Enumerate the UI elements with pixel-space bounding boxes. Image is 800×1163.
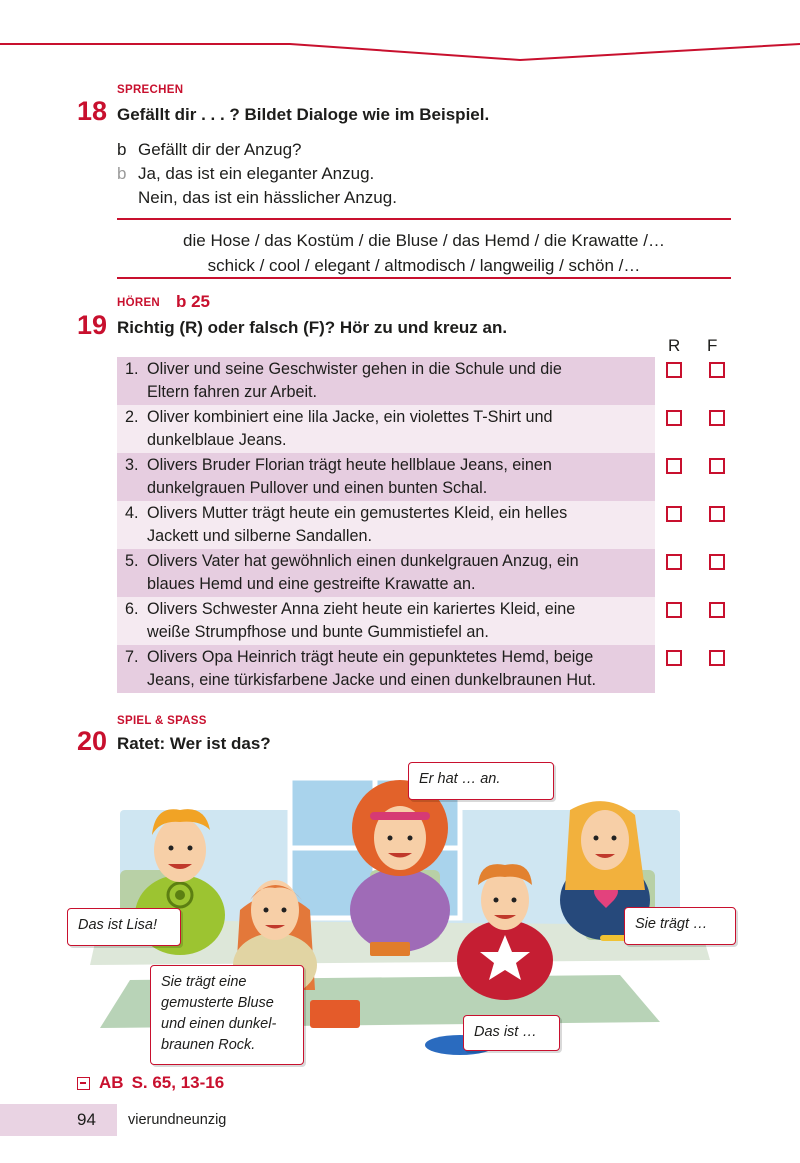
checkbox-falsch-4[interactable] xyxy=(709,506,725,522)
checkbox-richtig-5[interactable] xyxy=(666,554,682,570)
checkbox-richtig-1[interactable] xyxy=(666,362,682,378)
statement-text: Olivers Schwester Anna zieht heute ein kariertes Kleid, eine weiße Strumpfhose und bunte Gummistiefel an. xyxy=(147,600,576,641)
statement-list xyxy=(117,357,655,693)
checkbox-falsch-3[interactable] xyxy=(709,458,725,474)
statement-number: 5. xyxy=(125,552,139,570)
exercise-20-label: SPIEL & SPASS xyxy=(117,715,207,727)
workbook-pages: S. 65, 13-16 xyxy=(131,1073,225,1092)
checkbox-falsch-6[interactable] xyxy=(709,602,725,618)
exercise-18-title: Gefällt dir . . . ? Bildet Dialoge wie im Beispiel. xyxy=(117,105,490,124)
statement-text: Oliver und seine Geschwister gehen in die Schule und die Eltern fahren zur Arbeit. xyxy=(147,360,562,401)
exercise-20-title: Ratet: Wer ist das? xyxy=(117,734,271,753)
column-header-falsch: F xyxy=(707,336,718,355)
exercise-20-number: 20 xyxy=(77,726,108,756)
word-box-bottom-rule xyxy=(117,277,731,279)
exercise-19-title: Richtig (R) oder falsch (F)? Hör zu und kreuz an. xyxy=(117,318,508,337)
dialog-line xyxy=(117,186,397,210)
arrow-box-icon xyxy=(77,1077,90,1090)
speaker-b: b xyxy=(117,164,127,183)
workbook-label: AB xyxy=(99,1073,124,1092)
speech-bubble-er-hat: Er hat … an. xyxy=(408,762,554,800)
exercise-19-number: 19 xyxy=(77,310,108,340)
statement-number: 7. xyxy=(125,648,139,666)
statement-text: Olivers Mutter trägt heute ein gemustertes Kleid, ein helles Jackett und silberne Sandallen. xyxy=(147,504,568,545)
exercise-19-label: HÖREN xyxy=(117,297,161,309)
word-box-nouns: die Hose / das Kostüm / die Bluse / das Hemd / die Krawatte /… xyxy=(183,231,665,250)
speech-bubble-das-ist-lisa: Das ist Lisa! xyxy=(67,908,181,946)
statement-text: Olivers Opa Heinrich trägt heute ein gepunktetes Hemd, beige Jeans, eine türkisfarbene Jacke und einen dunkelbraunen Hut. xyxy=(147,648,597,689)
statement-row xyxy=(117,597,655,645)
statement-number: 2. xyxy=(125,408,139,426)
example-dialog xyxy=(117,138,397,210)
dialog-line xyxy=(117,138,397,162)
statement-number: 4. xyxy=(125,504,139,522)
dialog-text: Gefällt dir der Anzug? xyxy=(138,140,302,159)
word-box xyxy=(117,228,731,278)
dialog-line xyxy=(117,162,397,186)
speaker-a: b xyxy=(117,140,127,159)
header-rule xyxy=(0,0,800,70)
statement-text: Olivers Vater hat gewöhnlich einen dunkelgrauen Anzug, ein blaues Hemd und eine gestreifte Krawatte an. xyxy=(147,552,579,593)
page-number: 94 xyxy=(77,1110,96,1129)
checkbox-falsch-2[interactable] xyxy=(709,410,725,426)
statement-row xyxy=(117,549,655,597)
exercise-18-label: SPRECHEN xyxy=(117,84,184,96)
word-box-adjectives: schick / cool / elegant / altmodisch / langweilig / schön /… xyxy=(207,256,641,275)
exercise-18-number: 18 xyxy=(77,96,108,126)
statement-number: 3. xyxy=(125,456,139,474)
word-box-top-rule xyxy=(117,218,731,220)
checkbox-richtig-3[interactable] xyxy=(666,458,682,474)
checkbox-falsch-5[interactable] xyxy=(709,554,725,570)
speech-bubble-das-ist: Das ist … xyxy=(463,1015,560,1051)
audio-track-ref: b 25 xyxy=(176,292,211,311)
checkbox-richtig-2[interactable] xyxy=(666,410,682,426)
footer-band xyxy=(0,1104,117,1136)
statement-row xyxy=(117,645,655,693)
column-header-richtig: R xyxy=(668,336,681,355)
page-number-word: vierundneunzig xyxy=(128,1112,227,1128)
dialog-text: Nein, das ist ein hässlicher Anzug. xyxy=(138,188,397,207)
statement-row xyxy=(117,357,655,405)
speech-bubble-sie-traegt: Sie trägt … xyxy=(624,907,736,945)
statement-text: Oliver kombiniert eine lila Jacke, ein violettes T-Shirt und dunkelblaue Jeans. xyxy=(147,408,553,449)
speech-bubble-sie-traegt-eine: Sie trägt eine gemusterte Bluse und einen dunkel- braunen Rock. xyxy=(150,965,304,1065)
statement-row xyxy=(117,501,655,549)
statement-row xyxy=(117,453,655,501)
speaker-blank xyxy=(117,186,138,210)
checkbox-falsch-1[interactable] xyxy=(709,362,725,378)
checkbox-richtig-4[interactable] xyxy=(666,506,682,522)
statement-row xyxy=(117,405,655,453)
checkbox-falsch-7[interactable] xyxy=(709,650,725,666)
checkbox-richtig-7[interactable] xyxy=(666,650,682,666)
statement-number: 1. xyxy=(125,360,139,378)
workbook-reference-link[interactable] xyxy=(77,1073,224,1093)
dialog-text: Ja, das ist ein eleganter Anzug. xyxy=(138,164,375,183)
statement-number: 6. xyxy=(125,600,139,618)
checkbox-richtig-6[interactable] xyxy=(666,602,682,618)
statement-text: Olivers Bruder Florian trägt heute hellblaue Jeans, einen dunkelgrauen Pullover und einen bunten Schal. xyxy=(147,456,552,497)
